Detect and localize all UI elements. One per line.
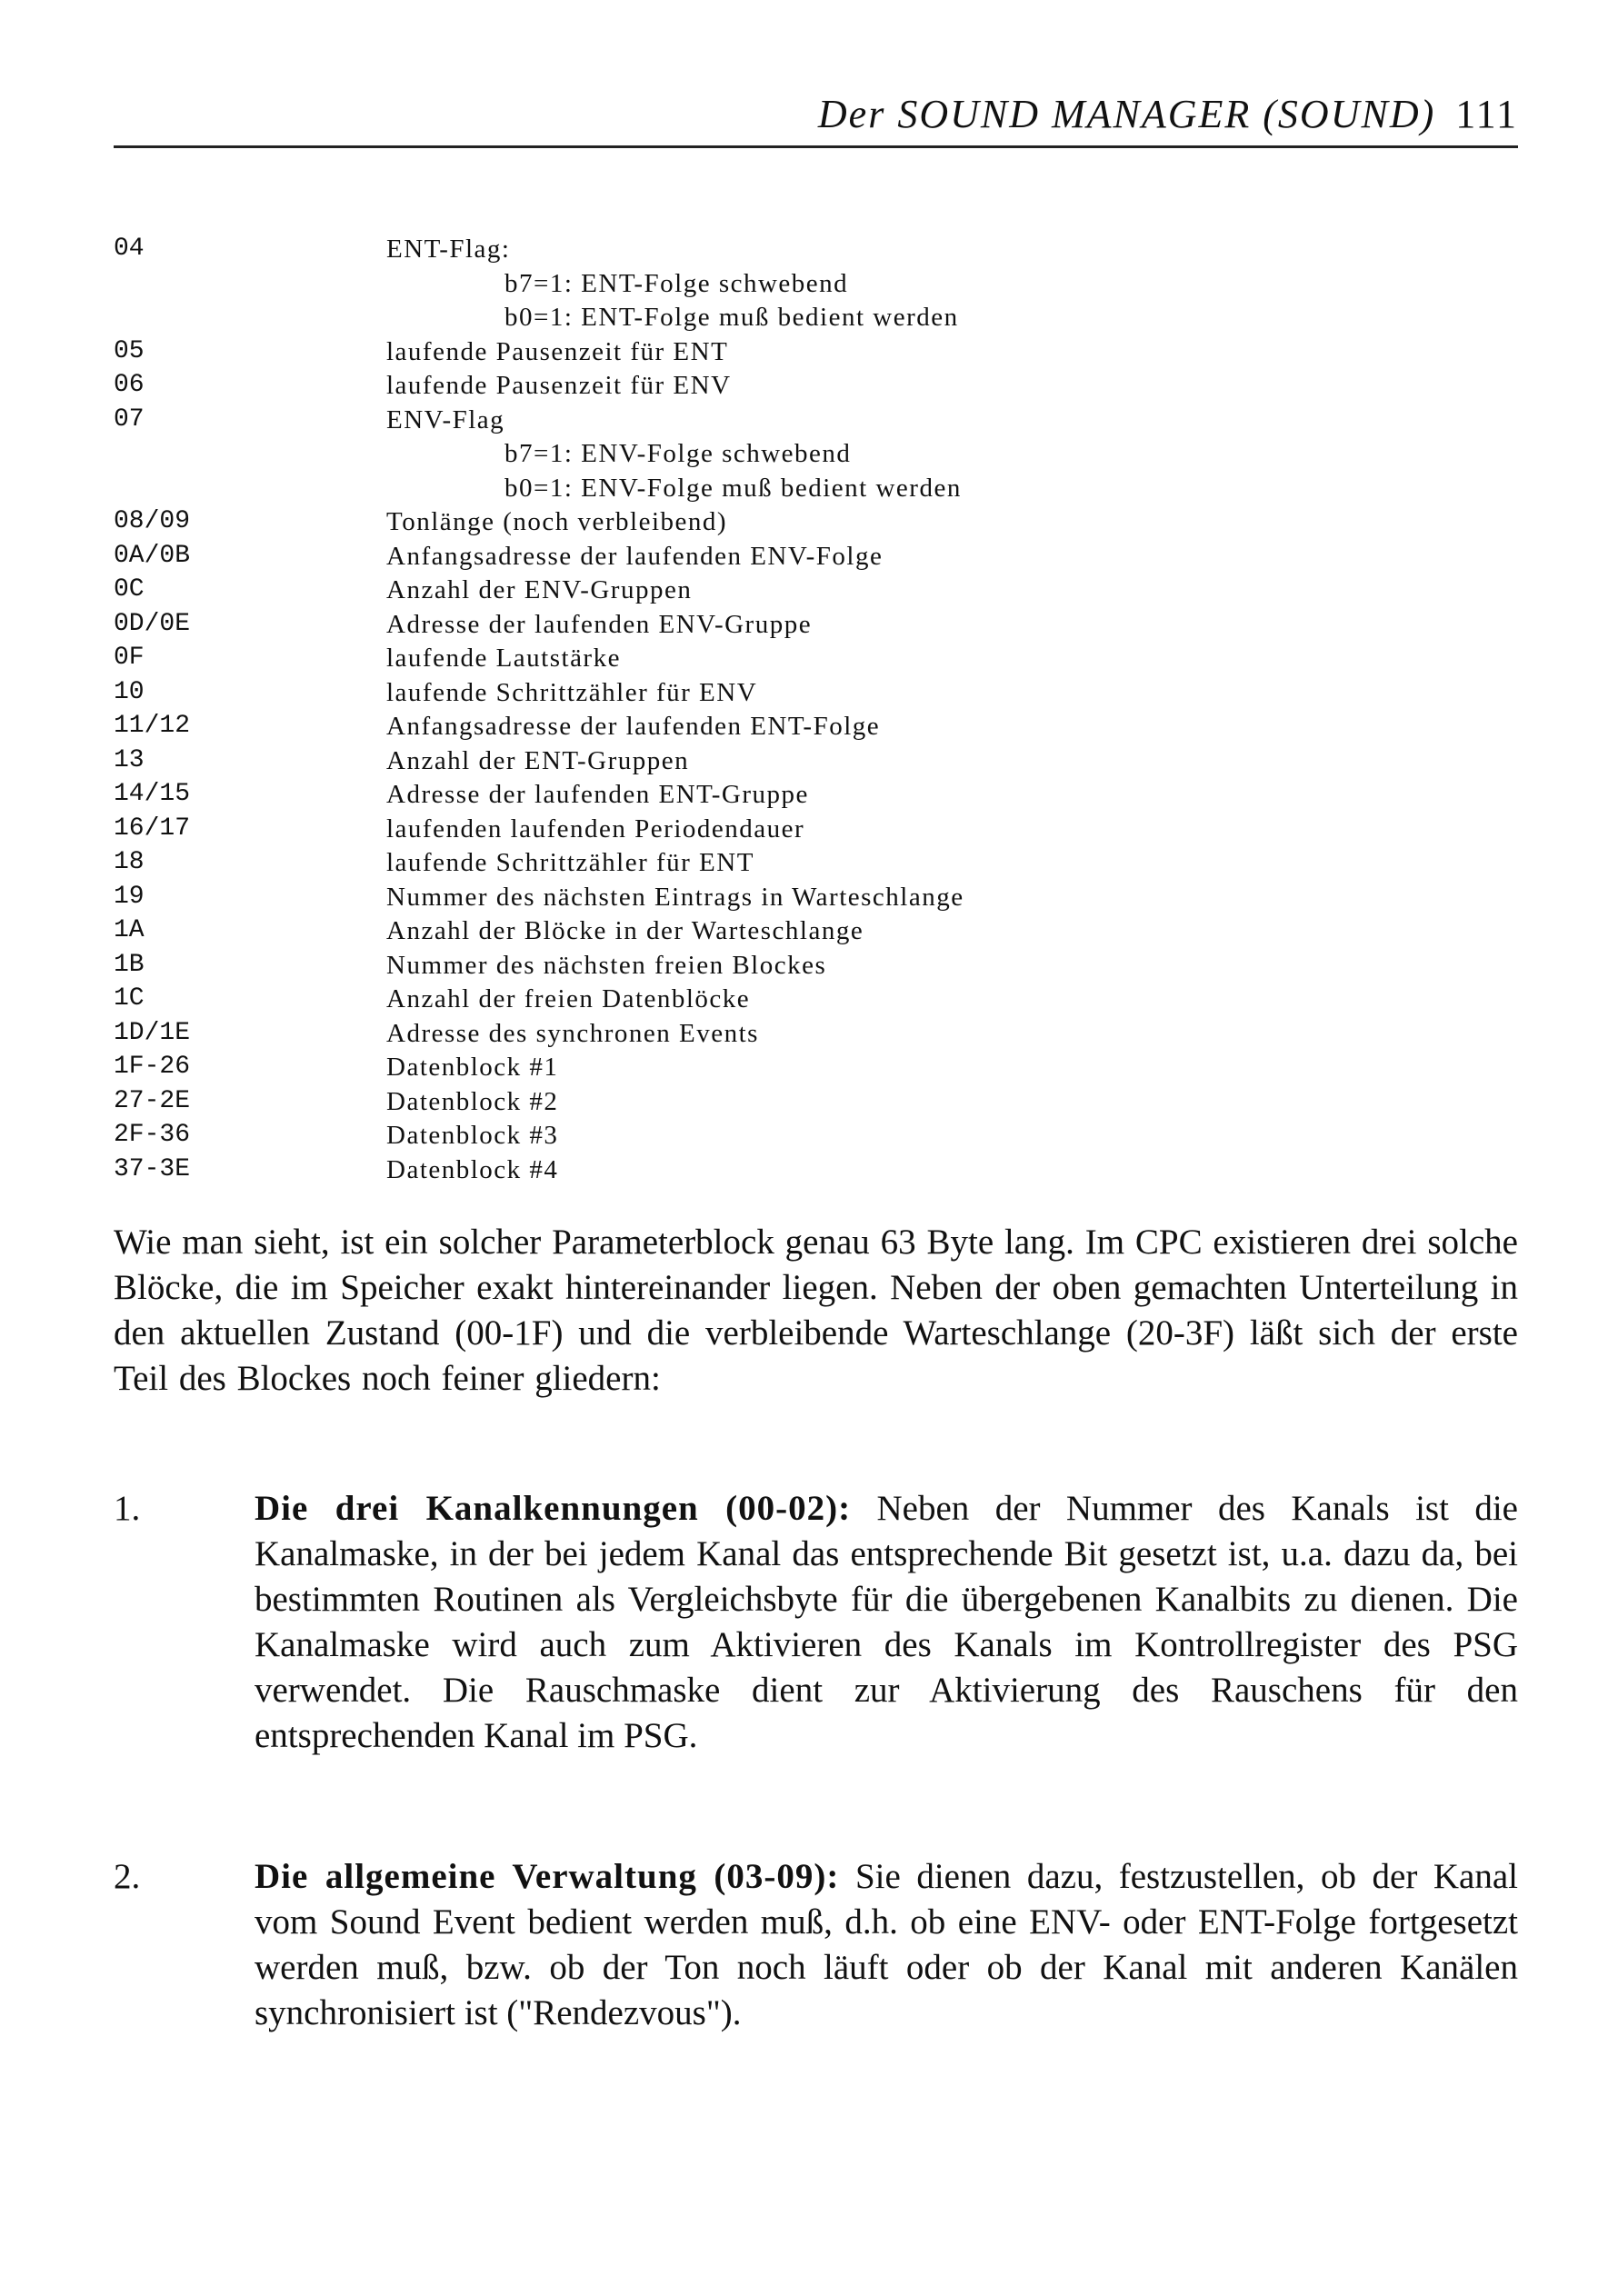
table-description: Anzahl der ENT-Gruppen [386,745,690,775]
table-address: 1B [114,950,145,979]
table-row [114,883,1518,917]
list-number: 1. [114,1489,141,1528]
table-description: b7=1: ENV-Folge schwebend [504,439,852,468]
table-address: 08/09 [114,507,191,535]
table-address: 1A [114,916,145,944]
table-description: Adresse der laufenden ENT-Gruppe [386,780,809,809]
table-description: Datenblock #3 [386,1121,559,1150]
table-description: laufende Schrittzähler für ENT [386,848,754,877]
list-body [255,1486,1518,1759]
table-description: Anzahl der freien Datenblöcke [386,984,751,1013]
page-number: 111 [1455,92,1518,136]
body-paragraph: Wie man sieht, ist ein solcher Parameterblock genau 63 Byte lang. Im CPC existieren drei solche Blöcke, die im Speicher exakt hintereinander liegen. Neben der oben gemachten Unterteilung in den aktuellen Zustand (00-1F) und die verbleibende Warteschlange (20-3F) läßt sich der erste Teil des Blockes noch feiner gliedern: [114,1223,1518,1398]
table-address: 1D/1E [114,1018,191,1047]
table-description: Datenblock #2 [386,1086,559,1116]
list-text: Neben der Nummer des Kanals ist die Kanalmaske, in der bei jedem Kanal das entsprechende Bit gesetzt ist, u.a. dazu da, bei bestimmten Routinen als Vergleichsbyte für die übergebenen Kanalbits zu dienen. Die Kanalmaske wird auch zum Aktivieren des Kanals im Kontrollregister des PSG verwendet. Die Rauschmaske dient zur Aktivierung des Rauschens für den entsprechenden Kanal im PSG. [255,1489,1518,1755]
table-row [114,848,1518,883]
table-description: Nummer des nächsten Eintrags in Warteschlange [386,882,964,912]
table-description: Anfangsadresse der laufenden ENV-Folge [386,541,884,571]
list-text: Sie dienen dazu, festzustellen, ob der Kanal vom Sound Event bedient werden muß, d.h. ob eine ENV- oder ENT-Folge fortgesetzt werden muß, bzw. ob der Ton noch läuft oder ob der Kanal mit anderen Kanälen synchronisiert ist ("Rendezvous"). [255,1857,1518,2032]
table-row [114,1121,1518,1155]
table-row [114,507,1518,542]
table-address: 37-3E [114,1154,191,1183]
table-address: 18 [114,848,145,876]
table-description: Nummer des nächsten freien Blockes [386,950,827,980]
table-row [114,678,1518,713]
table-row [114,780,1518,814]
table-row [114,1053,1518,1087]
table-description: b0=1: ENV-Folge muß bedient werden [504,473,962,503]
table-address: 04 [114,235,145,263]
table-address: 14/15 [114,780,191,808]
table-address: 11/12 [114,712,191,740]
table-description: Adresse der laufenden ENV-Gruppe [386,609,813,639]
table-address: 0F [114,644,145,672]
table-address: 0D/0E [114,609,191,638]
table-row [114,575,1518,610]
table-row [114,405,1518,440]
table-address: 0C [114,575,145,604]
table-description: ENV-Flag [386,404,505,434]
table-row [114,371,1518,405]
table-row [114,1019,1518,1053]
table-row [114,644,1518,678]
running-head [818,91,1518,137]
table-address: 06 [114,371,145,399]
table-description: Tonlänge (noch verbleibend) [386,507,728,536]
table-description: b7=1: ENT-Folge schwebend [504,268,849,298]
list-number: 2. [114,1857,141,1896]
list-heading: Die drei Kanalkennungen (00-02): [255,1489,852,1528]
table-description: laufenden laufenden Periodendauer [386,814,805,844]
table-row [114,916,1518,951]
table-description: laufende Pausenzeit für ENV [386,371,732,400]
table-row [114,269,1518,304]
table-address: 1C [114,984,145,1013]
parameter-table [114,235,1518,1189]
list-heading: Die allgemeine Verwaltung (03-09): [255,1857,840,1896]
table-description: b0=1: ENT-Folge muß bedient werden [504,303,959,332]
list-body [255,1854,1518,2036]
table-row [114,746,1518,781]
table-address: 10 [114,677,145,706]
table-row [114,439,1518,474]
table-row [114,542,1518,576]
table-address: 05 [114,336,145,365]
table-row [114,1155,1518,1190]
table-row [114,610,1518,644]
table-description: laufende Lautstärke [386,644,621,673]
table-address: 13 [114,745,145,774]
table-address: 27-2E [114,1086,191,1115]
table-row [114,337,1518,372]
table-description: Datenblock #4 [386,1154,559,1184]
table-description: Anzahl der ENV-Gruppen [386,575,693,604]
table-row [114,984,1518,1019]
table-address: 0A/0B [114,541,191,570]
table-description: laufende Schrittzähler für ENV [386,677,758,707]
table-address: 19 [114,882,145,911]
table-address: 2F-36 [114,1121,191,1149]
table-description: Datenblock #1 [386,1053,559,1082]
running-title: Der SOUND MANAGER (SOUND) [817,92,1436,136]
table-address: 16/17 [114,814,191,843]
table-description: laufende Pausenzeit für ENT [386,336,729,366]
table-address: 07 [114,404,145,434]
table-row [114,712,1518,746]
table-row [114,951,1518,985]
table-description: ENT-Flag: [386,235,511,264]
table-row [114,474,1518,508]
table-description: Adresse des synchronen Events [386,1018,759,1048]
table-row [114,235,1518,269]
table-address: 1F-26 [114,1053,191,1081]
table-row [114,303,1518,337]
table-description: Anfangsadresse der laufenden ENT-Folge [386,712,881,741]
table-description: Anzahl der Blöcke in der Warteschlange [386,916,864,945]
page-header [114,91,1518,148]
table-row [114,814,1518,849]
table-row [114,1087,1518,1122]
